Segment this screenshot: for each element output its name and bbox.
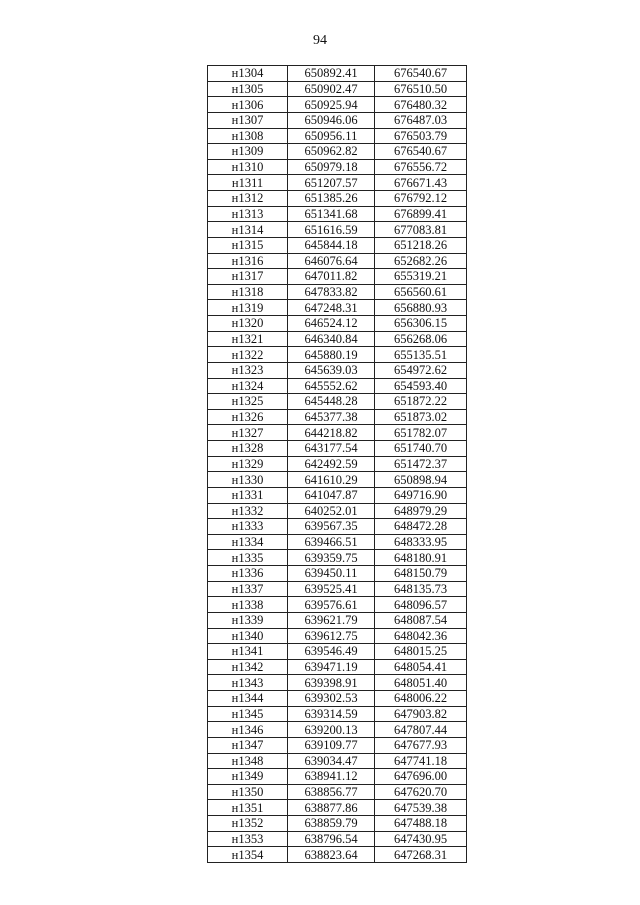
table-row xyxy=(208,378,467,394)
y-coordinate-cell: 654593.40 xyxy=(375,378,467,394)
point-id-cell: н1336 xyxy=(208,566,288,582)
table-row xyxy=(208,566,467,582)
y-coordinate-cell: 648150.79 xyxy=(375,566,467,582)
table-row xyxy=(208,472,467,488)
y-coordinate-cell: 648087.54 xyxy=(375,612,467,628)
table-row xyxy=(208,269,467,285)
x-coordinate-cell: 647248.31 xyxy=(288,300,375,316)
x-coordinate-cell: 638859.79 xyxy=(288,816,375,832)
point-id-cell: н1342 xyxy=(208,659,288,675)
table-row xyxy=(208,284,467,300)
x-coordinate-cell: 647011.82 xyxy=(288,269,375,285)
table-row xyxy=(208,753,467,769)
point-id-cell: н1340 xyxy=(208,628,288,644)
x-coordinate-cell: 650946.06 xyxy=(288,112,375,128)
point-id-cell: н1349 xyxy=(208,769,288,785)
y-coordinate-cell: 676540.67 xyxy=(375,66,467,82)
table-row xyxy=(208,66,467,82)
table-row xyxy=(208,612,467,628)
point-id-cell: н1325 xyxy=(208,394,288,410)
x-coordinate-cell: 639314.59 xyxy=(288,706,375,722)
y-coordinate-cell: 677083.81 xyxy=(375,222,467,238)
y-coordinate-cell: 656560.61 xyxy=(375,284,467,300)
point-id-cell: н1352 xyxy=(208,816,288,832)
x-coordinate-cell: 639576.61 xyxy=(288,597,375,613)
table-row xyxy=(208,237,467,253)
x-coordinate-cell: 645377.38 xyxy=(288,409,375,425)
table-row xyxy=(208,487,467,503)
point-id-cell: н1348 xyxy=(208,753,288,769)
y-coordinate-cell: 654972.62 xyxy=(375,362,467,378)
table-row xyxy=(208,425,467,441)
y-coordinate-cell: 648015.25 xyxy=(375,644,467,660)
table-row xyxy=(208,128,467,144)
point-id-cell: н1334 xyxy=(208,534,288,550)
x-coordinate-cell: 650892.41 xyxy=(288,66,375,82)
x-coordinate-cell: 639471.19 xyxy=(288,659,375,675)
x-coordinate-cell: 638877.86 xyxy=(288,800,375,816)
x-coordinate-cell: 650962.82 xyxy=(288,144,375,160)
x-coordinate-cell: 651616.59 xyxy=(288,222,375,238)
y-coordinate-cell: 648051.40 xyxy=(375,675,467,691)
y-coordinate-cell: 648054.41 xyxy=(375,659,467,675)
table-row xyxy=(208,144,467,160)
coordinates-table-body xyxy=(208,66,467,863)
y-coordinate-cell: 652682.26 xyxy=(375,253,467,269)
x-coordinate-cell: 642492.59 xyxy=(288,456,375,472)
table-row xyxy=(208,722,467,738)
point-id-cell: н1316 xyxy=(208,253,288,269)
page-number: 94 xyxy=(313,33,327,48)
x-coordinate-cell: 639359.75 xyxy=(288,550,375,566)
table-row xyxy=(208,644,467,660)
table-row xyxy=(208,847,467,863)
table-row xyxy=(208,831,467,847)
point-id-cell: н1305 xyxy=(208,81,288,97)
table-row xyxy=(208,503,467,519)
point-id-cell: н1330 xyxy=(208,472,288,488)
point-id-cell: н1333 xyxy=(208,519,288,535)
point-id-cell: н1328 xyxy=(208,441,288,457)
y-coordinate-cell: 647677.93 xyxy=(375,737,467,753)
point-id-cell: н1306 xyxy=(208,97,288,113)
point-id-cell: н1314 xyxy=(208,222,288,238)
y-coordinate-cell: 648333.95 xyxy=(375,534,467,550)
point-id-cell: н1312 xyxy=(208,191,288,207)
table-row xyxy=(208,394,467,410)
y-coordinate-cell: 651782.07 xyxy=(375,425,467,441)
coordinates-table xyxy=(207,65,467,863)
point-id-cell: н1310 xyxy=(208,159,288,175)
table-row xyxy=(208,175,467,191)
table-row xyxy=(208,316,467,332)
point-id-cell: н1341 xyxy=(208,644,288,660)
point-id-cell: н1322 xyxy=(208,347,288,363)
table-row xyxy=(208,331,467,347)
y-coordinate-cell: 676503.79 xyxy=(375,128,467,144)
table-row xyxy=(208,691,467,707)
table-row xyxy=(208,81,467,97)
x-coordinate-cell: 639612.75 xyxy=(288,628,375,644)
point-id-cell: н1311 xyxy=(208,175,288,191)
y-coordinate-cell: 655319.21 xyxy=(375,269,467,285)
table-row xyxy=(208,159,467,175)
point-id-cell: н1339 xyxy=(208,612,288,628)
y-coordinate-cell: 651873.02 xyxy=(375,409,467,425)
x-coordinate-cell: 639466.51 xyxy=(288,534,375,550)
x-coordinate-cell: 639398.91 xyxy=(288,675,375,691)
x-coordinate-cell: 645880.19 xyxy=(288,347,375,363)
point-id-cell: н1329 xyxy=(208,456,288,472)
point-id-cell: н1307 xyxy=(208,112,288,128)
x-coordinate-cell: 639567.35 xyxy=(288,519,375,535)
table-row xyxy=(208,409,467,425)
x-coordinate-cell: 650902.47 xyxy=(288,81,375,97)
x-coordinate-cell: 651341.68 xyxy=(288,206,375,222)
x-coordinate-cell: 647833.82 xyxy=(288,284,375,300)
x-coordinate-cell: 638856.77 xyxy=(288,784,375,800)
x-coordinate-cell: 646524.12 xyxy=(288,316,375,332)
table-row xyxy=(208,800,467,816)
x-coordinate-cell: 641047.87 xyxy=(288,487,375,503)
y-coordinate-cell: 676510.50 xyxy=(375,81,467,97)
x-coordinate-cell: 651385.26 xyxy=(288,191,375,207)
point-id-cell: н1321 xyxy=(208,331,288,347)
point-id-cell: н1318 xyxy=(208,284,288,300)
y-coordinate-cell: 651740.70 xyxy=(375,441,467,457)
x-coordinate-cell: 638823.64 xyxy=(288,847,375,863)
point-id-cell: н1323 xyxy=(208,362,288,378)
y-coordinate-cell: 647539.38 xyxy=(375,800,467,816)
point-id-cell: н1351 xyxy=(208,800,288,816)
point-id-cell: н1309 xyxy=(208,144,288,160)
y-coordinate-cell: 647807.44 xyxy=(375,722,467,738)
table-row xyxy=(208,362,467,378)
point-id-cell: н1304 xyxy=(208,66,288,82)
y-coordinate-cell: 676487.03 xyxy=(375,112,467,128)
point-id-cell: н1313 xyxy=(208,206,288,222)
x-coordinate-cell: 644218.82 xyxy=(288,425,375,441)
table-row xyxy=(208,300,467,316)
y-coordinate-cell: 647268.31 xyxy=(375,847,467,863)
table-row xyxy=(208,550,467,566)
x-coordinate-cell: 639525.41 xyxy=(288,581,375,597)
point-id-cell: н1331 xyxy=(208,487,288,503)
table-row xyxy=(208,347,467,363)
y-coordinate-cell: 655135.51 xyxy=(375,347,467,363)
y-coordinate-cell: 656268.06 xyxy=(375,331,467,347)
table-row xyxy=(208,97,467,113)
y-coordinate-cell: 648042.36 xyxy=(375,628,467,644)
y-coordinate-cell: 651872.22 xyxy=(375,394,467,410)
table-row xyxy=(208,675,467,691)
y-coordinate-cell: 648180.91 xyxy=(375,550,467,566)
x-coordinate-cell: 639450.11 xyxy=(288,566,375,582)
point-id-cell: н1315 xyxy=(208,237,288,253)
table-row xyxy=(208,597,467,613)
point-id-cell: н1327 xyxy=(208,425,288,441)
table-row xyxy=(208,816,467,832)
table-row xyxy=(208,441,467,457)
point-id-cell: н1337 xyxy=(208,581,288,597)
y-coordinate-cell: 647696.00 xyxy=(375,769,467,785)
x-coordinate-cell: 651207.57 xyxy=(288,175,375,191)
y-coordinate-cell: 648135.73 xyxy=(375,581,467,597)
y-coordinate-cell: 656880.93 xyxy=(375,300,467,316)
table-row xyxy=(208,769,467,785)
x-coordinate-cell: 645552.62 xyxy=(288,378,375,394)
y-coordinate-cell: 651218.26 xyxy=(375,237,467,253)
table-row xyxy=(208,706,467,722)
x-coordinate-cell: 643177.54 xyxy=(288,441,375,457)
y-coordinate-cell: 649716.90 xyxy=(375,487,467,503)
y-coordinate-cell: 648979.29 xyxy=(375,503,467,519)
point-id-cell: н1350 xyxy=(208,784,288,800)
table-row xyxy=(208,784,467,800)
x-coordinate-cell: 638941.12 xyxy=(288,769,375,785)
y-coordinate-cell: 648472.28 xyxy=(375,519,467,535)
table-row xyxy=(208,456,467,472)
point-id-cell: н1343 xyxy=(208,675,288,691)
x-coordinate-cell: 646340.84 xyxy=(288,331,375,347)
table-row xyxy=(208,659,467,675)
point-id-cell: н1346 xyxy=(208,722,288,738)
table-row xyxy=(208,737,467,753)
point-id-cell: н1320 xyxy=(208,316,288,332)
table-row xyxy=(208,191,467,207)
x-coordinate-cell: 639034.47 xyxy=(288,753,375,769)
y-coordinate-cell: 647741.18 xyxy=(375,753,467,769)
y-coordinate-cell: 647430.95 xyxy=(375,831,467,847)
x-coordinate-cell: 650979.18 xyxy=(288,159,375,175)
table-row xyxy=(208,112,467,128)
table-row xyxy=(208,628,467,644)
table-row xyxy=(208,206,467,222)
x-coordinate-cell: 650925.94 xyxy=(288,97,375,113)
y-coordinate-cell: 647620.70 xyxy=(375,784,467,800)
y-coordinate-cell: 647488.18 xyxy=(375,816,467,832)
x-coordinate-cell: 639200.13 xyxy=(288,722,375,738)
y-coordinate-cell: 651472.37 xyxy=(375,456,467,472)
x-coordinate-cell: 639302.53 xyxy=(288,691,375,707)
x-coordinate-cell: 645639.03 xyxy=(288,362,375,378)
x-coordinate-cell: 645844.18 xyxy=(288,237,375,253)
y-coordinate-cell: 676899.41 xyxy=(375,206,467,222)
y-coordinate-cell: 676556.72 xyxy=(375,159,467,175)
point-id-cell: н1347 xyxy=(208,737,288,753)
x-coordinate-cell: 638796.54 xyxy=(288,831,375,847)
table-row xyxy=(208,534,467,550)
table-row xyxy=(208,222,467,238)
table-row xyxy=(208,581,467,597)
x-coordinate-cell: 650956.11 xyxy=(288,128,375,144)
y-coordinate-cell: 647903.82 xyxy=(375,706,467,722)
y-coordinate-cell: 676540.67 xyxy=(375,144,467,160)
point-id-cell: н1338 xyxy=(208,597,288,613)
x-coordinate-cell: 646076.64 xyxy=(288,253,375,269)
x-coordinate-cell: 641610.29 xyxy=(288,472,375,488)
y-coordinate-cell: 656306.15 xyxy=(375,316,467,332)
y-coordinate-cell: 648096.57 xyxy=(375,597,467,613)
y-coordinate-cell: 676671.43 xyxy=(375,175,467,191)
point-id-cell: н1344 xyxy=(208,691,288,707)
y-coordinate-cell: 676792.12 xyxy=(375,191,467,207)
point-id-cell: н1317 xyxy=(208,269,288,285)
y-coordinate-cell: 648006.22 xyxy=(375,691,467,707)
point-id-cell: н1324 xyxy=(208,378,288,394)
point-id-cell: н1353 xyxy=(208,831,288,847)
x-coordinate-cell: 645448.28 xyxy=(288,394,375,410)
point-id-cell: н1308 xyxy=(208,128,288,144)
x-coordinate-cell: 640252.01 xyxy=(288,503,375,519)
point-id-cell: н1345 xyxy=(208,706,288,722)
x-coordinate-cell: 639546.49 xyxy=(288,644,375,660)
point-id-cell: н1319 xyxy=(208,300,288,316)
y-coordinate-cell: 650898.94 xyxy=(375,472,467,488)
x-coordinate-cell: 639109.77 xyxy=(288,737,375,753)
point-id-cell: н1354 xyxy=(208,847,288,863)
table-row xyxy=(208,253,467,269)
y-coordinate-cell: 676480.32 xyxy=(375,97,467,113)
point-id-cell: н1326 xyxy=(208,409,288,425)
point-id-cell: н1335 xyxy=(208,550,288,566)
point-id-cell: н1332 xyxy=(208,503,288,519)
x-coordinate-cell: 639621.79 xyxy=(288,612,375,628)
table-row xyxy=(208,519,467,535)
